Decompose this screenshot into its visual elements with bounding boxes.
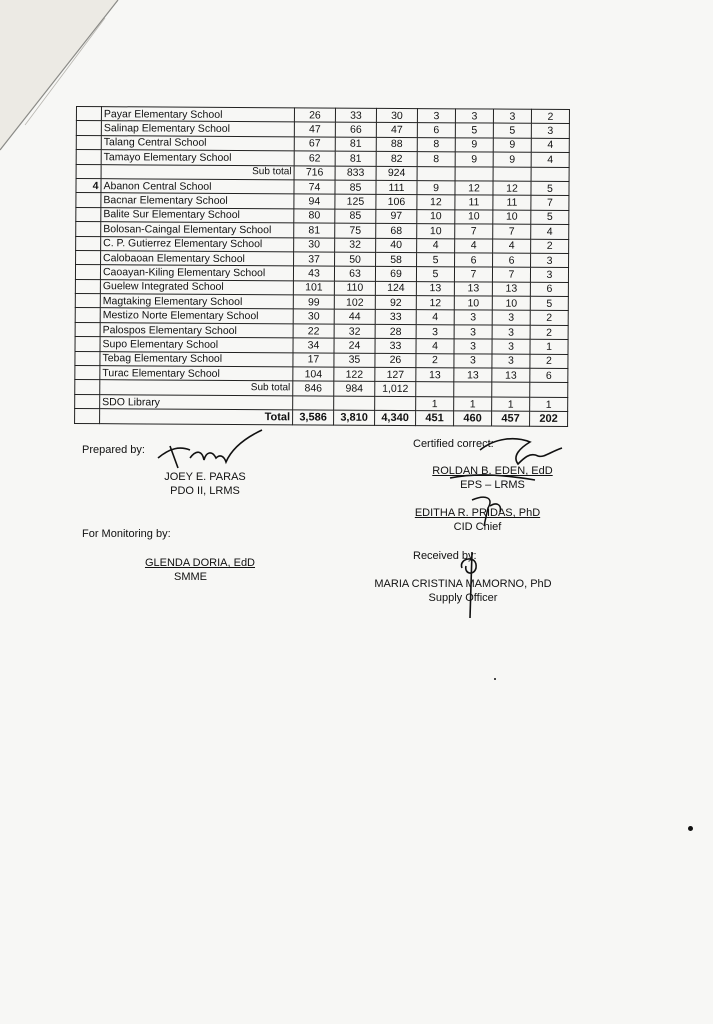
value-cell: 7 [455, 224, 493, 239]
value-cell: 1 [454, 397, 492, 412]
value-cell: 40 [376, 238, 417, 253]
school-name-cell: Abanon Central School [101, 179, 294, 195]
value-cell: 92 [375, 295, 416, 310]
scan-speck [494, 678, 496, 680]
value-cell: 6 [455, 253, 493, 268]
value-cell: 88 [376, 137, 417, 152]
value-cell: 94 [294, 194, 335, 209]
value-cell: 13 [416, 281, 454, 296]
value-cell: 4 [493, 239, 531, 254]
value-cell: 10 [492, 296, 530, 311]
value-cell: 4 [417, 238, 455, 253]
school-name-cell: Guelew Integrated School [100, 279, 293, 295]
value-cell: 75 [335, 223, 376, 238]
total-row [75, 409, 568, 426]
value-cell: 5 [455, 123, 493, 138]
received-title: Supply Officer [428, 592, 498, 604]
school-name-cell: Tebag Elementary School [100, 351, 293, 367]
school-name-cell: Bacnar Elementary School [101, 193, 294, 209]
value-cell: 43 [293, 266, 334, 281]
value-cell: 6 [493, 253, 531, 268]
scan-speck [688, 826, 693, 831]
school-name-cell: Talang Central School [101, 135, 294, 151]
value-cell: 7 [493, 224, 531, 239]
value-cell: 3 [492, 325, 530, 340]
value-cell: 9 [455, 152, 493, 167]
value-cell: 7 [492, 267, 530, 282]
value-cell: 11 [493, 195, 531, 210]
cid-name: EDITHA R. PRIDAS, PhD [414, 507, 541, 519]
value-cell: 8 [417, 152, 455, 167]
value-cell: 47 [294, 122, 335, 137]
value-cell [417, 166, 455, 181]
value-cell: 69 [375, 267, 416, 282]
value-cell: 984 [334, 382, 375, 397]
row-index-cell [75, 308, 100, 323]
row-index-cell [75, 337, 100, 352]
value-cell: 1 [530, 397, 568, 412]
value-cell: 2 [530, 325, 568, 340]
value-cell: 9 [493, 138, 531, 153]
row-index-cell [76, 135, 101, 150]
value-cell: 50 [335, 252, 376, 267]
row-index-cell [75, 322, 100, 337]
school-name-cell: Palospos Elementary School [100, 323, 293, 339]
value-cell: 22 [293, 324, 334, 339]
value-cell: 101 [293, 281, 334, 296]
certified-label: Certified correct: [413, 438, 494, 450]
value-cell: 33 [335, 108, 376, 123]
value-cell: 3 [493, 109, 531, 124]
value-cell: 846 [293, 381, 334, 396]
value-cell: 2 [530, 311, 568, 326]
value-cell: 30 [294, 237, 335, 252]
value-cell: 32 [334, 324, 375, 339]
value-cell: 10 [417, 224, 455, 239]
received-label: Received by: [413, 550, 477, 562]
value-cell: 85 [335, 209, 376, 224]
value-cell: 13 [454, 282, 492, 297]
value-cell: 7 [531, 196, 569, 211]
value-cell: 110 [334, 281, 375, 296]
school-name-cell: Balite Sur Elementary School [101, 207, 294, 223]
cid-signature [460, 492, 520, 532]
value-cell: 4,340 [375, 411, 416, 426]
row-index-cell [76, 150, 101, 165]
value-cell: 35 [334, 353, 375, 368]
school-name-cell: Mestizo Norte Elementary School [100, 308, 293, 324]
value-cell: 2 [416, 353, 454, 368]
value-cell: 99 [293, 295, 334, 310]
value-cell: 7 [454, 267, 492, 282]
value-cell: 5 [416, 267, 454, 282]
value-cell: 2 [531, 109, 569, 124]
value-cell: 26 [375, 353, 416, 368]
value-cell: 8 [417, 137, 455, 152]
value-cell [334, 396, 375, 411]
certified-signature [420, 428, 570, 498]
prepared-by-title: PDO II, LRMS [170, 485, 240, 497]
value-cell: 9 [493, 152, 531, 167]
value-cell: 451 [416, 411, 454, 426]
value-cell [454, 382, 492, 397]
value-cell: 716 [294, 165, 335, 180]
value-cell [375, 396, 416, 411]
value-cell: 74 [294, 180, 335, 195]
school-name-cell: Turac Elementary School [100, 366, 293, 382]
value-cell: 3 [531, 124, 569, 139]
value-cell: 4 [416, 310, 454, 325]
value-cell [293, 396, 334, 411]
row-index-cell [76, 222, 101, 237]
value-cell: 13 [416, 368, 454, 383]
value-cell: 82 [376, 152, 417, 167]
value-cell: 3 [492, 354, 530, 369]
value-cell: 13 [454, 368, 492, 383]
value-cell: 44 [334, 310, 375, 325]
value-cell: 460 [454, 411, 492, 426]
row-index-cell [76, 250, 101, 265]
monitoring-signatory [140, 556, 260, 584]
value-cell: 1 [492, 397, 530, 412]
value-cell: 5 [530, 296, 568, 311]
school-name-cell: Caoayan-Kiling Elementary School [100, 265, 293, 281]
row-index-cell [75, 380, 100, 395]
certified-title: EPS – LRMS [460, 479, 525, 491]
row-index-cell [75, 366, 100, 381]
value-cell [492, 382, 530, 397]
value-cell: 3 [531, 253, 569, 268]
certified-name: ROLDAN B. EDEN, EdD [432, 465, 553, 477]
value-cell: 106 [376, 195, 417, 210]
value-cell: 85 [335, 180, 376, 195]
row-index-cell [75, 409, 100, 424]
school-name-cell: Magtaking Elementary School [100, 294, 293, 310]
value-cell: 12 [455, 181, 493, 196]
monitoring-block [82, 527, 171, 541]
value-cell: 12 [417, 195, 455, 210]
value-cell: 28 [375, 324, 416, 339]
prepared-by-label: Prepared by: [82, 444, 145, 456]
row-index-cell [76, 107, 101, 122]
value-cell: 111 [376, 180, 417, 195]
value-cell: 12 [493, 181, 531, 196]
prepared-by-block [82, 443, 145, 457]
value-cell: 2 [530, 354, 568, 369]
row-label-cell: Sub total [101, 164, 294, 180]
value-cell: 6 [530, 282, 568, 297]
value-cell: 5 [531, 181, 569, 196]
value-cell: 26 [294, 108, 335, 123]
row-label-cell: Total [100, 409, 293, 425]
value-cell: 97 [376, 209, 417, 224]
value-cell: 3 [416, 324, 454, 339]
value-cell: 3 [454, 353, 492, 368]
value-cell: 5 [417, 252, 455, 267]
value-cell: 24 [334, 338, 375, 353]
value-cell: 13 [492, 282, 530, 297]
value-cell: 124 [375, 281, 416, 296]
cid-title: CID Chief [453, 521, 502, 533]
value-cell [493, 167, 531, 182]
value-cell: 33 [375, 310, 416, 325]
value-cell: 3 [454, 325, 492, 340]
monitoring-label: For Monitoring by: [82, 528, 171, 540]
value-cell: 33 [375, 339, 416, 354]
value-cell: 12 [416, 296, 454, 311]
value-cell: 4 [531, 138, 569, 153]
row-index-cell [76, 164, 101, 179]
value-cell: 4 [455, 238, 493, 253]
value-cell: 10 [493, 210, 531, 225]
value-cell: 3 [530, 268, 568, 283]
value-cell: 6 [530, 368, 568, 383]
value-cell: 10 [417, 209, 455, 224]
value-cell: 3,810 [334, 410, 375, 425]
value-cell: 924 [376, 166, 417, 181]
row-index-cell [75, 294, 100, 309]
value-cell: 81 [294, 223, 335, 238]
value-cell: 102 [334, 295, 375, 310]
row-index-cell [76, 207, 101, 222]
value-cell: 1,012 [375, 382, 416, 397]
school-name-cell: Bolosan-Caingal Elementary School [101, 222, 294, 238]
row-index-cell [75, 351, 100, 366]
value-cell: 81 [335, 137, 376, 152]
value-cell: 3 [454, 339, 492, 354]
value-cell: 3 [492, 339, 530, 354]
value-cell: 67 [294, 137, 335, 152]
value-cell: 37 [294, 252, 335, 267]
row-index-cell [76, 121, 101, 136]
value-cell: 47 [376, 123, 417, 138]
value-cell: 125 [335, 194, 376, 209]
value-cell: 13 [492, 368, 530, 383]
value-cell: 30 [376, 108, 417, 123]
value-cell: 202 [530, 411, 568, 426]
row-index-cell [75, 265, 100, 280]
value-cell [531, 167, 569, 182]
value-cell: 5 [531, 210, 569, 225]
value-cell: 4 [531, 152, 569, 167]
row-index-cell: 4 [76, 178, 101, 193]
row-index-cell [76, 193, 101, 208]
value-cell: 9 [455, 138, 493, 153]
value-cell: 2 [531, 239, 569, 254]
prepared-by-signature [150, 428, 270, 478]
value-cell: 68 [376, 223, 417, 238]
row-index-cell [75, 279, 100, 294]
value-cell: 104 [293, 367, 334, 382]
value-cell: 1 [416, 396, 454, 411]
school-name-cell: Calobaoan Elementary School [101, 251, 294, 267]
value-cell: 3,586 [293, 410, 334, 425]
value-cell: 34 [293, 338, 334, 353]
row-index-cell [76, 236, 101, 251]
value-cell [455, 166, 493, 181]
school-name-cell: SDO Library [100, 394, 293, 410]
value-cell: 30 [293, 309, 334, 324]
value-cell: 9 [417, 181, 455, 196]
value-cell: 63 [334, 266, 375, 281]
value-cell: 1 [530, 340, 568, 355]
value-cell: 17 [293, 352, 334, 367]
value-cell: 62 [294, 151, 335, 166]
school-name-cell: Supo Elementary School [100, 337, 293, 353]
value-cell: 32 [335, 238, 376, 253]
school-name-cell: C. P. Gutierrez Elementary School [101, 236, 294, 252]
value-cell: 3 [455, 109, 493, 124]
received-signature [450, 548, 490, 628]
value-cell: 81 [335, 151, 376, 166]
value-cell: 122 [334, 367, 375, 382]
monitoring-title: SMME [174, 571, 207, 583]
allocation-table [74, 106, 570, 427]
school-name-cell: Payar Elementary School [101, 107, 294, 123]
row-index-cell [75, 394, 100, 409]
value-cell: 5 [493, 123, 531, 138]
value-cell [530, 383, 568, 398]
value-cell: 3 [417, 109, 455, 124]
school-name-cell: Salinap Elementary School [101, 121, 294, 137]
value-cell: 4 [531, 224, 569, 239]
value-cell: 3 [492, 311, 530, 326]
value-cell: 127 [375, 367, 416, 382]
value-cell: 6 [417, 123, 455, 138]
monitoring-name: GLENDA DORIA, EdD [144, 557, 256, 569]
prepared-by-name: JOEY E. PARAS [164, 471, 246, 483]
value-cell: 10 [455, 210, 493, 225]
value-cell: 833 [335, 166, 376, 181]
value-cell: 58 [376, 252, 417, 267]
value-cell: 10 [454, 296, 492, 311]
value-cell: 457 [492, 411, 530, 426]
school-name-cell: Tamayo Elementary School [101, 150, 294, 166]
value-cell [416, 382, 454, 397]
value-cell: 11 [455, 195, 493, 210]
received-name: MARIA CRISTINA MAMORNO, PhD [374, 578, 552, 590]
value-cell: 3 [454, 310, 492, 325]
value-cell: 4 [416, 339, 454, 354]
value-cell: 80 [294, 209, 335, 224]
row-label-cell: Sub total [100, 380, 293, 396]
value-cell: 66 [335, 122, 376, 137]
